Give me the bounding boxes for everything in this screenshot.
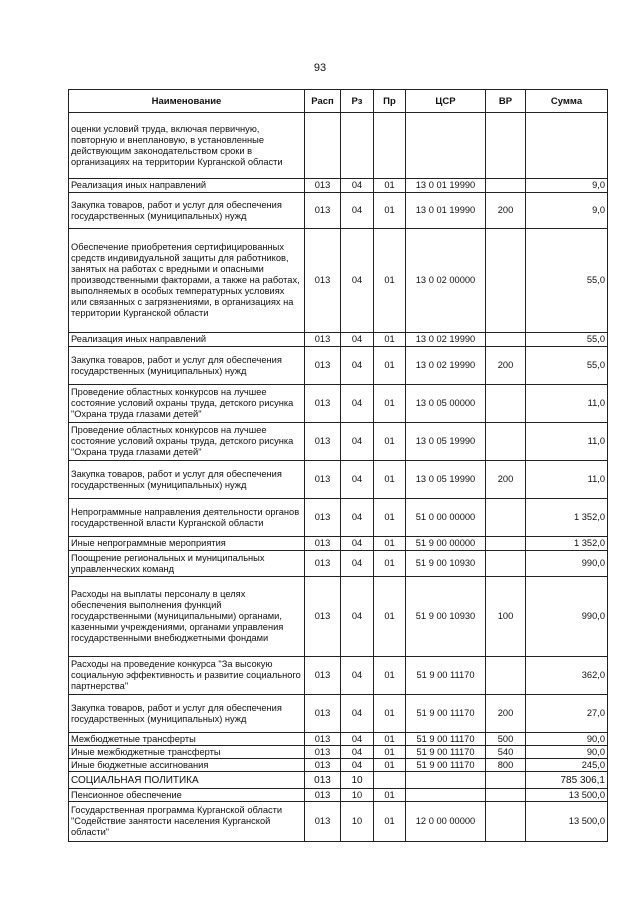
table-row <box>69 385 608 423</box>
cell-rz: 10 <box>341 772 374 789</box>
cell-vr: 200 <box>486 193 526 229</box>
cell-rz: 04 <box>341 179 374 193</box>
table-row <box>69 695 608 733</box>
cell-csr: 51 9 00 11170 <box>406 733 486 746</box>
cell-rz <box>341 113 374 179</box>
cell-name: Государственная программа Курганской области "Содействие занятости населения Курганской области" <box>69 802 305 842</box>
cell-rasp: 013 <box>305 333 341 347</box>
cell-csr: 51 0 00 00000 <box>406 499 486 537</box>
cell-rasp: 013 <box>305 733 341 746</box>
cell-sum: 55,0 <box>526 347 608 385</box>
header-pr: Пр <box>374 90 406 113</box>
table-row <box>69 229 608 333</box>
cell-rasp: 013 <box>305 229 341 333</box>
cell-csr: 51 9 00 00000 <box>406 537 486 551</box>
cell-sum: 9,0 <box>526 193 608 229</box>
table-row <box>69 347 608 385</box>
cell-pr: 01 <box>374 179 406 193</box>
cell-sum: 11,0 <box>526 385 608 423</box>
table-row <box>69 733 608 746</box>
cell-sum: 55,0 <box>526 333 608 347</box>
cell-sum: 990,0 <box>526 551 608 577</box>
cell-name: Пенсионное обеспечение <box>69 789 305 802</box>
cell-rz: 04 <box>341 229 374 333</box>
cell-pr: 01 <box>374 759 406 772</box>
cell-rasp: 013 <box>305 551 341 577</box>
header-row <box>69 90 608 113</box>
table-row <box>69 657 608 695</box>
cell-pr: 01 <box>374 347 406 385</box>
cell-vr <box>486 789 526 802</box>
cell-name: Закупка товаров, работ и услуг для обеспечения государственных (муниципальных) нужд <box>69 695 305 733</box>
cell-rz: 04 <box>341 577 374 657</box>
cell-sum: 27,0 <box>526 695 608 733</box>
cell-pr: 01 <box>374 746 406 759</box>
cell-pr: 01 <box>374 789 406 802</box>
cell-rasp: 013 <box>305 537 341 551</box>
cell-vr <box>486 537 526 551</box>
table-row <box>69 789 608 802</box>
cell-csr: 13 0 01 19990 <box>406 179 486 193</box>
cell-rasp: 013 <box>305 385 341 423</box>
cell-name: Расходы на выплаты персоналу в целях обеспечения выполнения функций государственными (муниципальными) органами, казенными учреждениями, органами управления государственными внебюджетными фондами <box>69 577 305 657</box>
cell-rz: 04 <box>341 759 374 772</box>
table-row <box>69 551 608 577</box>
cell-sum: 1 352,0 <box>526 537 608 551</box>
cell-pr: 01 <box>374 333 406 347</box>
cell-vr: 540 <box>486 746 526 759</box>
cell-rasp: 013 <box>305 179 341 193</box>
cell-rz: 04 <box>341 193 374 229</box>
cell-rz: 10 <box>341 789 374 802</box>
cell-rasp: 013 <box>305 789 341 802</box>
cell-sum: 245,0 <box>526 759 608 772</box>
header-vr: ВР <box>486 90 526 113</box>
cell-sum <box>526 113 608 179</box>
cell-rz: 04 <box>341 333 374 347</box>
cell-vr <box>486 772 526 789</box>
table-row <box>69 179 608 193</box>
table-row <box>69 772 608 789</box>
cell-rz: 04 <box>341 537 374 551</box>
cell-vr <box>486 423 526 461</box>
cell-vr: 100 <box>486 577 526 657</box>
cell-pr: 01 <box>374 577 406 657</box>
header-rasp: Расп <box>305 90 341 113</box>
page-number: 93 <box>313 62 327 74</box>
cell-vr: 800 <box>486 759 526 772</box>
cell-sum: 362,0 <box>526 657 608 695</box>
cell-sum: 13 500,0 <box>526 802 608 842</box>
cell-name: Реализация иных направлений <box>69 333 305 347</box>
cell-rasp: 013 <box>305 461 341 499</box>
header-name: Наименование <box>69 90 305 113</box>
cell-rasp: 013 <box>305 193 341 229</box>
cell-csr <box>406 789 486 802</box>
cell-rasp: 013 <box>305 423 341 461</box>
cell-name: Закупка товаров, работ и услуг для обеспечения государственных (муниципальных) нужд <box>69 193 305 229</box>
cell-rasp: 013 <box>305 802 341 842</box>
cell-csr <box>406 113 486 179</box>
table-row <box>69 759 608 772</box>
cell-rz: 04 <box>341 746 374 759</box>
cell-csr: 51 9 00 11170 <box>406 759 486 772</box>
cell-rz: 04 <box>341 657 374 695</box>
table-body <box>69 113 608 842</box>
cell-csr <box>406 772 486 789</box>
cell-vr <box>486 551 526 577</box>
cell-rz: 10 <box>341 802 374 842</box>
cell-name: Непрограммные направления деятельности органов государственной власти Курганской области <box>69 499 305 537</box>
table-row <box>69 423 608 461</box>
cell-vr <box>486 179 526 193</box>
cell-sum: 13 500,0 <box>526 789 608 802</box>
cell-rasp: 013 <box>305 759 341 772</box>
cell-pr: 01 <box>374 461 406 499</box>
cell-csr: 51 9 00 10930 <box>406 577 486 657</box>
table-row <box>69 193 608 229</box>
cell-csr: 51 9 00 11170 <box>406 746 486 759</box>
cell-csr: 12 0 00 00000 <box>406 802 486 842</box>
cell-pr: 01 <box>374 551 406 577</box>
cell-sum: 785 306,1 <box>526 772 608 789</box>
cell-csr: 51 9 00 11170 <box>406 657 486 695</box>
cell-csr: 13 0 05 19990 <box>406 461 486 499</box>
cell-pr: 01 <box>374 537 406 551</box>
cell-name: Иные межбюджетные трансферты <box>69 746 305 759</box>
cell-name: оценки условий труда, включая первичную, повторную и внеплановую, в установленные действующим законодательством сроки в организациях на территории Курганской области <box>69 113 305 179</box>
cell-vr: 200 <box>486 347 526 385</box>
cell-name: СОЦИАЛЬНАЯ ПОЛИТИКА <box>69 772 305 789</box>
cell-sum: 11,0 <box>526 461 608 499</box>
cell-rasp: 013 <box>305 577 341 657</box>
cell-rz: 04 <box>341 385 374 423</box>
budget-table <box>68 89 608 842</box>
cell-vr <box>486 333 526 347</box>
table-row <box>69 113 608 179</box>
header-sum: Сумма <box>526 90 608 113</box>
cell-pr: 01 <box>374 385 406 423</box>
cell-csr: 13 0 02 00000 <box>406 229 486 333</box>
cell-rz: 04 <box>341 461 374 499</box>
cell-name: Проведение областных конкурсов на лучшее состояние условий охраны труда, детского рисунка "Охрана труда глазами детей" <box>69 423 305 461</box>
cell-name: Иные непрограммные мероприятия <box>69 537 305 551</box>
cell-sum: 90,0 <box>526 733 608 746</box>
cell-pr: 01 <box>374 499 406 537</box>
cell-name: Расходы на проведение конкурса "За высокую социальную эффективность и развитие социального партнерства" <box>69 657 305 695</box>
cell-rz: 04 <box>341 499 374 537</box>
cell-rasp: 013 <box>305 499 341 537</box>
cell-csr: 13 0 02 19990 <box>406 333 486 347</box>
cell-sum: 11,0 <box>526 423 608 461</box>
table-row <box>69 499 608 537</box>
cell-pr: 01 <box>374 733 406 746</box>
cell-pr: 01 <box>374 657 406 695</box>
cell-rz: 04 <box>341 551 374 577</box>
cell-vr <box>486 657 526 695</box>
cell-rasp: 013 <box>305 347 341 385</box>
cell-pr <box>374 113 406 179</box>
header-rz: Рз <box>341 90 374 113</box>
cell-name: Межбюджетные трансферты <box>69 733 305 746</box>
cell-csr: 13 0 05 00000 <box>406 385 486 423</box>
cell-pr: 01 <box>374 229 406 333</box>
cell-name: Проведение областных конкурсов на лучшее состояние условий охраны труда, детского рисунка "Охрана труда глазами детей" <box>69 385 305 423</box>
cell-name: Обеспечение приобретения сертифицированных средств индивидуальной защиты для работников, занятых на работах с вредными и опасными производственными факторами, а также на работах, выполняемых в особых температурных условиях или связанных с загрязнениями, в организациях на территории Курганской области <box>69 229 305 333</box>
table-row <box>69 537 608 551</box>
cell-csr: 13 0 02 19990 <box>406 347 486 385</box>
cell-sum: 55,0 <box>526 229 608 333</box>
cell-vr <box>486 113 526 179</box>
header-csr: ЦСР <box>406 90 486 113</box>
cell-rz: 04 <box>341 733 374 746</box>
cell-vr <box>486 499 526 537</box>
cell-rasp <box>305 113 341 179</box>
cell-vr: 500 <box>486 733 526 746</box>
cell-rz: 04 <box>341 347 374 385</box>
cell-name: Иные бюджетные ассигнования <box>69 759 305 772</box>
cell-sum: 9,0 <box>526 179 608 193</box>
cell-csr: 13 0 05 19990 <box>406 423 486 461</box>
cell-csr: 51 9 00 10930 <box>406 551 486 577</box>
cell-sum: 90,0 <box>526 746 608 759</box>
cell-rasp: 013 <box>305 657 341 695</box>
cell-pr <box>374 772 406 789</box>
table-row <box>69 577 608 657</box>
cell-vr: 200 <box>486 461 526 499</box>
cell-rz: 04 <box>341 423 374 461</box>
cell-pr: 01 <box>374 423 406 461</box>
cell-rasp: 013 <box>305 772 341 789</box>
cell-name: Закупка товаров, работ и услуг для обеспечения государственных (муниципальных) нужд <box>69 347 305 385</box>
cell-pr: 01 <box>374 802 406 842</box>
cell-rasp: 013 <box>305 695 341 733</box>
cell-sum: 990,0 <box>526 577 608 657</box>
table-row <box>69 802 608 842</box>
cell-vr <box>486 229 526 333</box>
cell-csr: 51 9 00 11170 <box>406 695 486 733</box>
cell-rz: 04 <box>341 695 374 733</box>
cell-pr: 01 <box>374 695 406 733</box>
cell-pr: 01 <box>374 193 406 229</box>
table-row <box>69 333 608 347</box>
cell-csr: 13 0 01 19990 <box>406 193 486 229</box>
cell-vr <box>486 385 526 423</box>
cell-name: Поощрение региональных и муниципальных управленческих команд <box>69 551 305 577</box>
cell-vr <box>486 802 526 842</box>
cell-name: Закупка товаров, работ и услуг для обеспечения государственных (муниципальных) нужд <box>69 461 305 499</box>
cell-name: Реализация иных направлений <box>69 179 305 193</box>
table-row <box>69 746 608 759</box>
cell-rasp: 013 <box>305 746 341 759</box>
table-row <box>69 461 608 499</box>
cell-vr: 200 <box>486 695 526 733</box>
cell-sum: 1 352,0 <box>526 499 608 537</box>
